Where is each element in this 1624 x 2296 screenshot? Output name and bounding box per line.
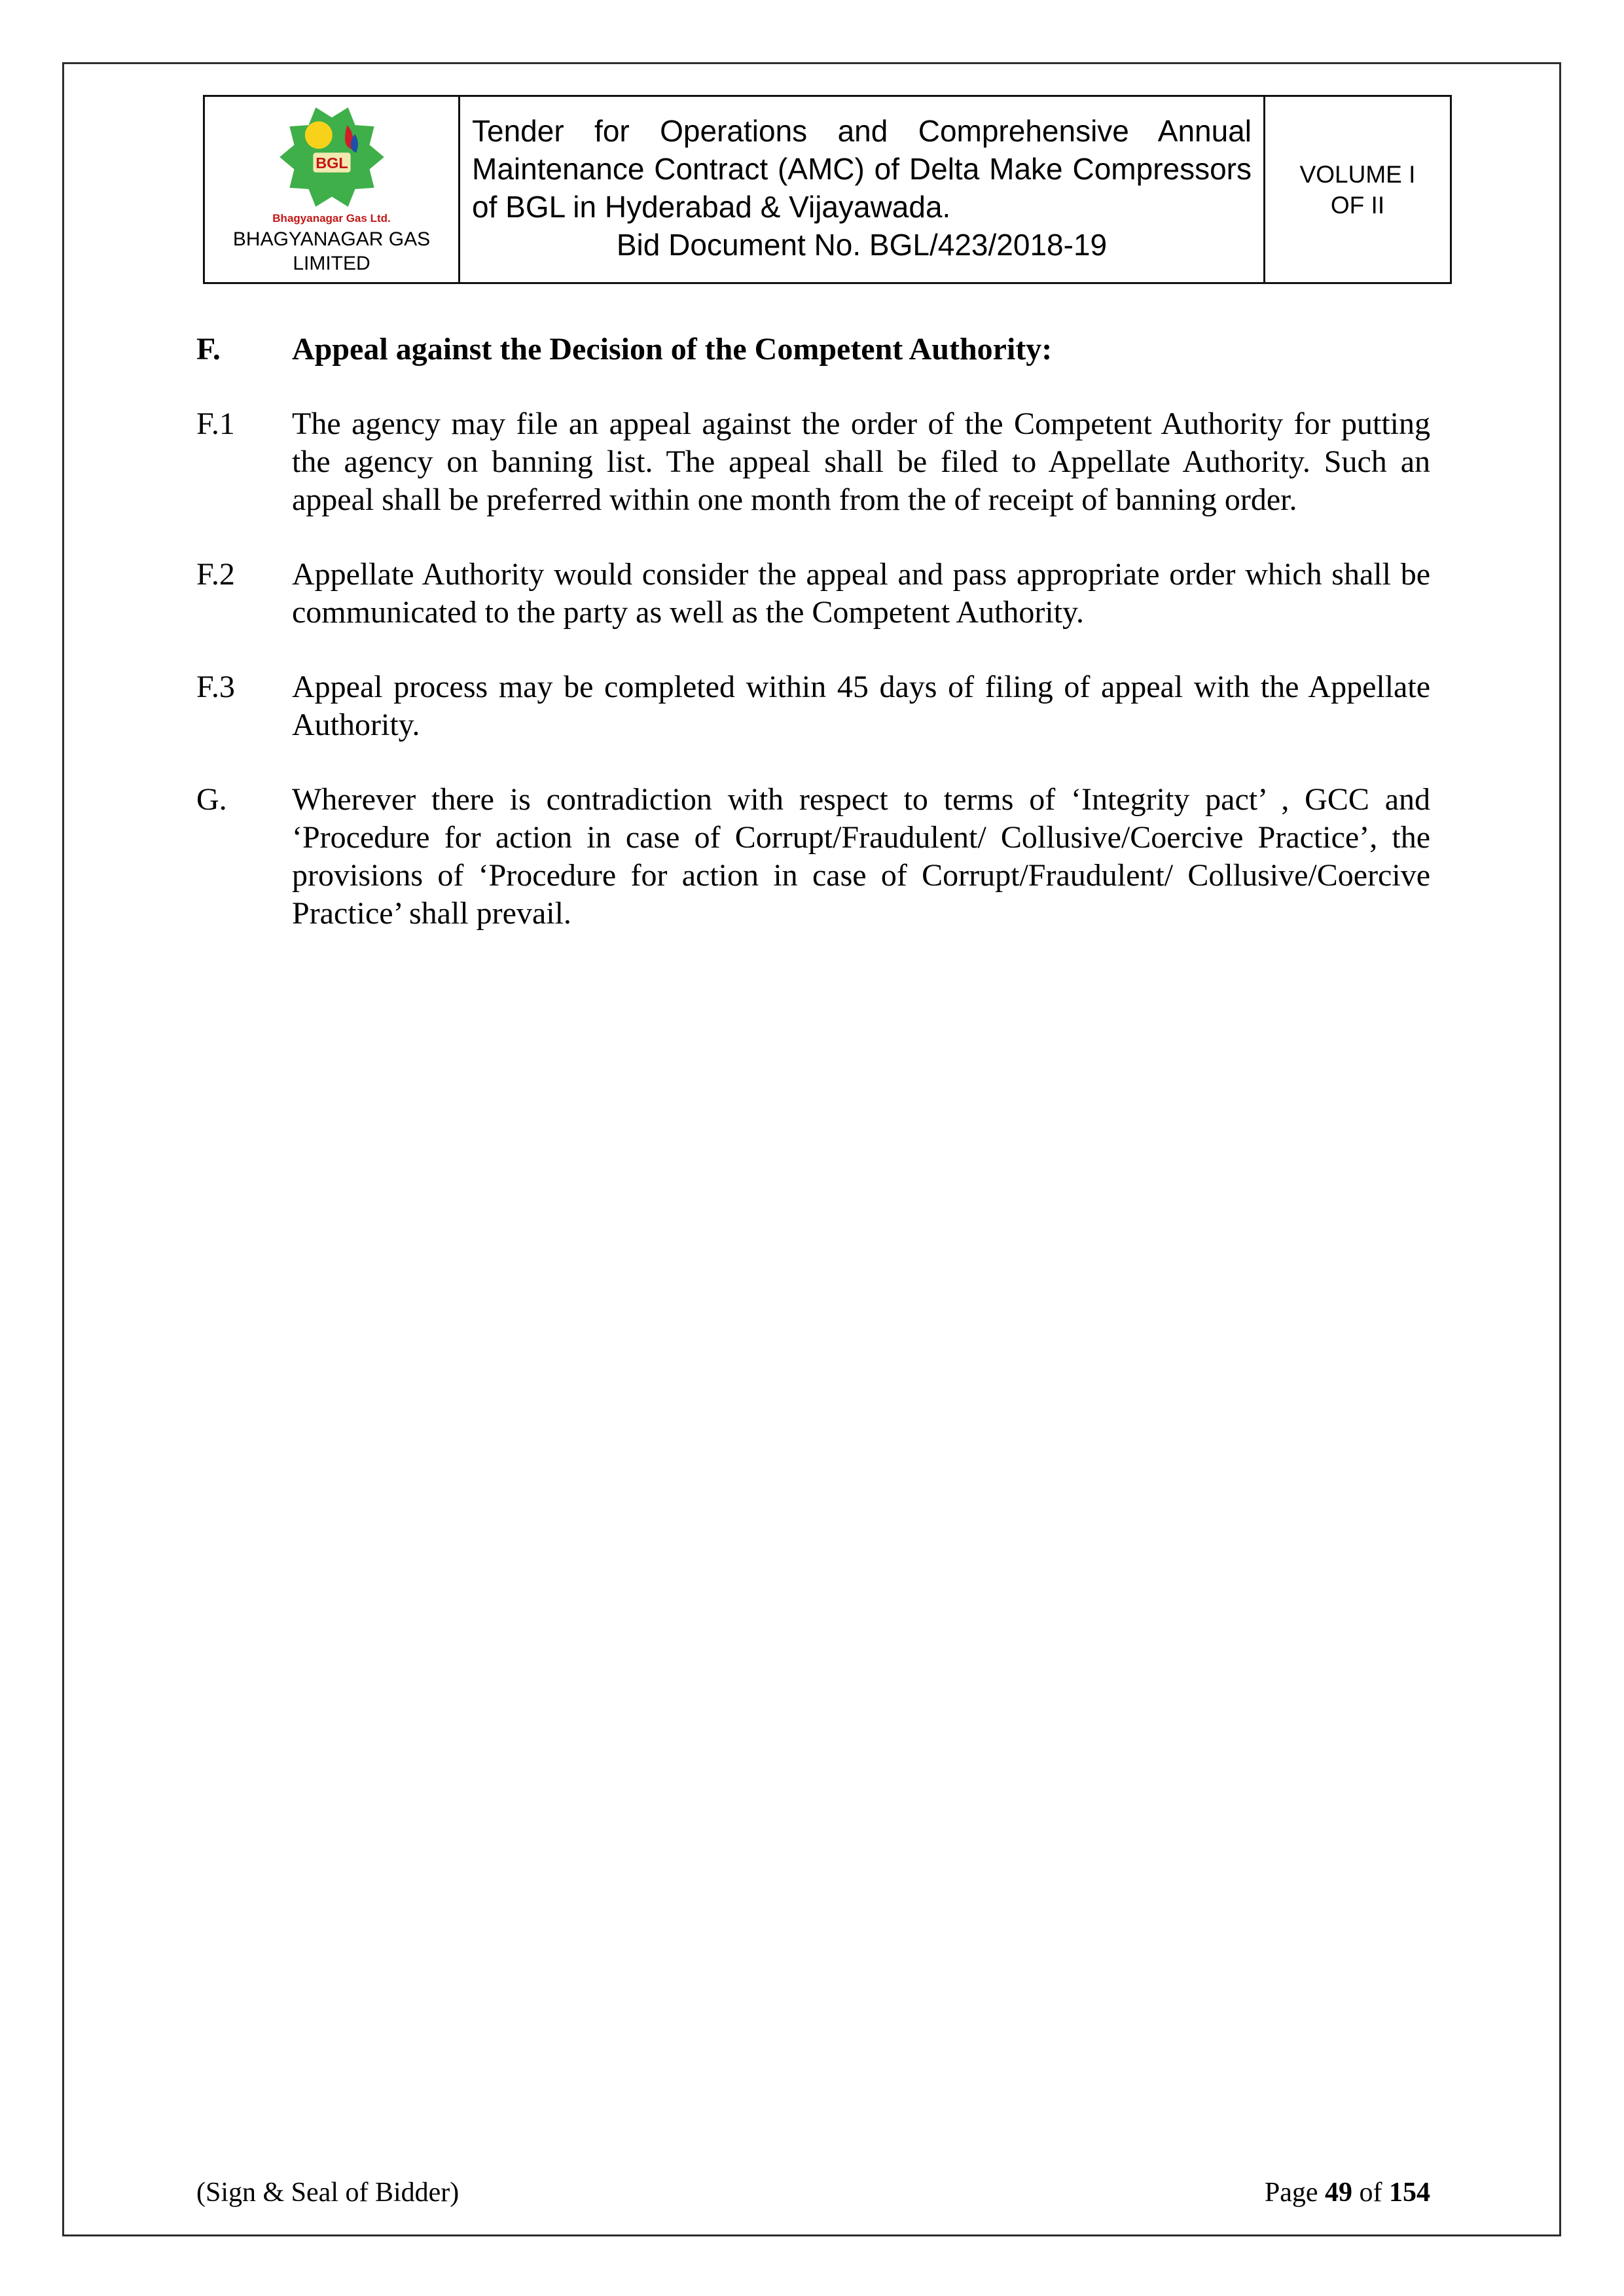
logo-caption: Bhagyanagar Gas Ltd. — [272, 212, 391, 224]
bgl-logo-icon — [277, 102, 387, 212]
volume-line-1: VOLUME I — [1299, 160, 1416, 188]
section-label: G. — [196, 782, 227, 817]
section-F-heading — [196, 331, 1430, 368]
section-text: Appeal process may be completed within 45 days of filing of appeal with the Appellate Authority. — [292, 670, 1430, 742]
bid-document-number: Bid Document No. BGL/423/2018-19 — [616, 227, 1108, 262]
section-label: F.3 — [196, 670, 235, 704]
section-text: Appellate Authority would consider the appeal and pass appropriate order which shall be communicated to the party as well as the Competent Authority. — [292, 557, 1430, 630]
logo-cell — [204, 96, 460, 283]
section-F3 — [196, 668, 1430, 744]
volume-line-2: OF II — [1330, 191, 1385, 219]
page-footer — [196, 2176, 1430, 2209]
section-G — [196, 781, 1430, 933]
document-body — [196, 331, 1430, 969]
logo-acronym-text: BGL — [315, 154, 348, 171]
total-pages-value: 154 — [1389, 2178, 1430, 2208]
sign-seal-note: (Sign & Seal of Bidder) — [196, 2178, 460, 2208]
logo-sun-icon — [304, 121, 332, 149]
page-number — [1265, 2176, 1430, 2209]
tender-title: Tender for Operations and Comprehensive Annual Maintenance Contract (AMC) of Delta Make Compressors of BGL in Hyderabad & Vijayawada. — [472, 113, 1252, 224]
section-text: The agency may file an appeal against the order of the Competent Authority for putting the agency on banning list. The appeal shall be filed to Appellate Authority. Such an appeal shall be preferred within one month from the of receipt of banning order. — [292, 406, 1430, 517]
section-label: F.2 — [196, 557, 235, 592]
of-word: of — [1359, 2178, 1382, 2208]
section-text: Wherever there is contradiction with respect to terms of ‘Integrity pact’ , GCC and ‘Procedure for action in case of Corrupt/Fraudulent/ Collusive/Coercive Practice’, the provisions of ‘Procedure for action in case of Corrupt/Fraudulent/ Collusive/Coercive Practice’ shall prevail. — [292, 782, 1430, 931]
header-table — [203, 95, 1452, 284]
header-title-cell — [460, 96, 1265, 283]
section-F2 — [196, 556, 1430, 632]
section-label: F. — [196, 332, 221, 367]
section-F1 — [196, 405, 1430, 519]
section-label: F.1 — [196, 406, 235, 441]
section-text: Appeal against the Decision of the Competent Authority: — [292, 332, 1053, 367]
page-word: Page — [1264, 2178, 1318, 2208]
org-name: BHAGYANAGAR GAS LIMITED — [232, 228, 431, 274]
page-number-value: 49 — [1325, 2178, 1352, 2208]
volume-cell — [1265, 96, 1451, 283]
